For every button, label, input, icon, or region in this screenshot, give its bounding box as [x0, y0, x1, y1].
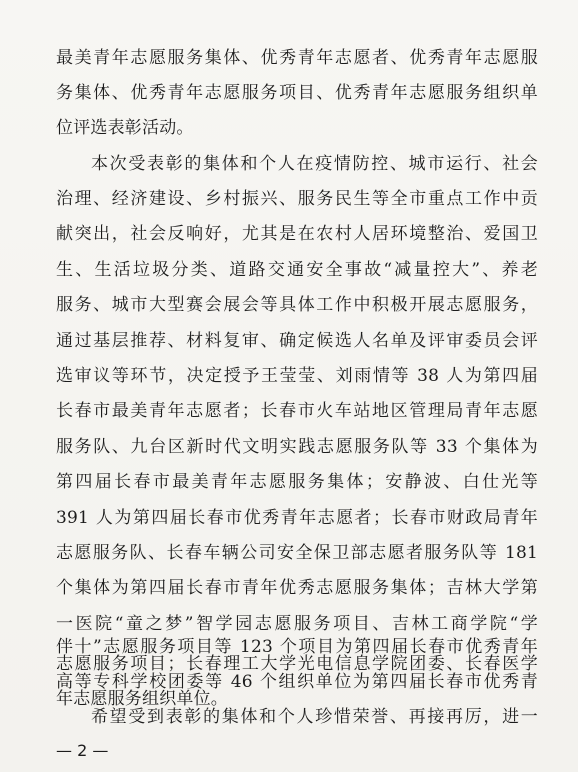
text-line: 最美青年志愿服务集体、优秀青年志愿者、优秀青年志愿服: [56, 48, 538, 68]
text-line: 服务队、九台区新时代文明实践志愿服务队等 33 个集体为: [56, 437, 538, 457]
text-line: 志愿服务项目；长春理工大学光电信息学院团委、长春医学: [56, 654, 538, 674]
text-line: 长春市最美青年志愿者；长春市火车站地区管理局青年志愿: [56, 401, 538, 421]
text-line: 第四届长春市最美青年志愿服务集体；安静波、白仕光等: [56, 472, 538, 492]
text-line: 志愿服务队、长春车辆公司安全保卫部志愿者服务队等 181: [56, 543, 538, 563]
text-line: 伴十”志愿服务项目等 123 个项目为第四届长春市优秀青年: [56, 637, 538, 657]
page-number: — 2 —: [56, 741, 109, 760]
text-line: 务集体、优秀青年志愿服务项目、优秀青年志愿服务组织单: [56, 83, 538, 103]
text-line: 391 人为第四届长春市优秀青年志愿者；长春市财政局青年: [56, 508, 538, 528]
paragraph-first-line: 希望受到表彰的集体和个人珍惜荣誉、再接再厉，进一: [91, 707, 538, 727]
text-line: 选审议等环节，决定授予王莹莹、刘雨情等 38 人为第四届: [56, 366, 538, 386]
text-line: 生、生活垃圾分类、道路交通安全事故“减量控大”、养老: [56, 260, 538, 280]
text-line: 一医院“童之梦”智学园志愿服务项目、吉林工商学院“学: [56, 614, 538, 634]
text-line: 治理、经济建设、乡村振兴、服务民生等全市重点工作中贡: [56, 189, 538, 209]
text-line: 献突出，社会反响好，尤其是在农村人居环境整治、爱国卫: [56, 224, 538, 244]
paragraph-first-line: 本次受表彰的集体和个人在疫情防控、城市运行、社会: [91, 154, 538, 174]
text-line: 位评选表彰活动。: [56, 118, 194, 138]
text-line: 个集体为第四届长春市青年优秀志愿服务集体；吉林大学第: [56, 578, 538, 598]
text-line: 年志愿服务组织单位。: [56, 689, 228, 709]
text-line: 通过基层推荐、材料复审、确定候选人名单及评审委员会评: [56, 331, 538, 351]
text-line: 高等专科学校团委等 46 个组织单位为第四届长春市优秀青: [56, 672, 538, 692]
text-line: 服务、城市大型赛会展会等具体工作中积极开展志愿服务，: [56, 295, 538, 315]
